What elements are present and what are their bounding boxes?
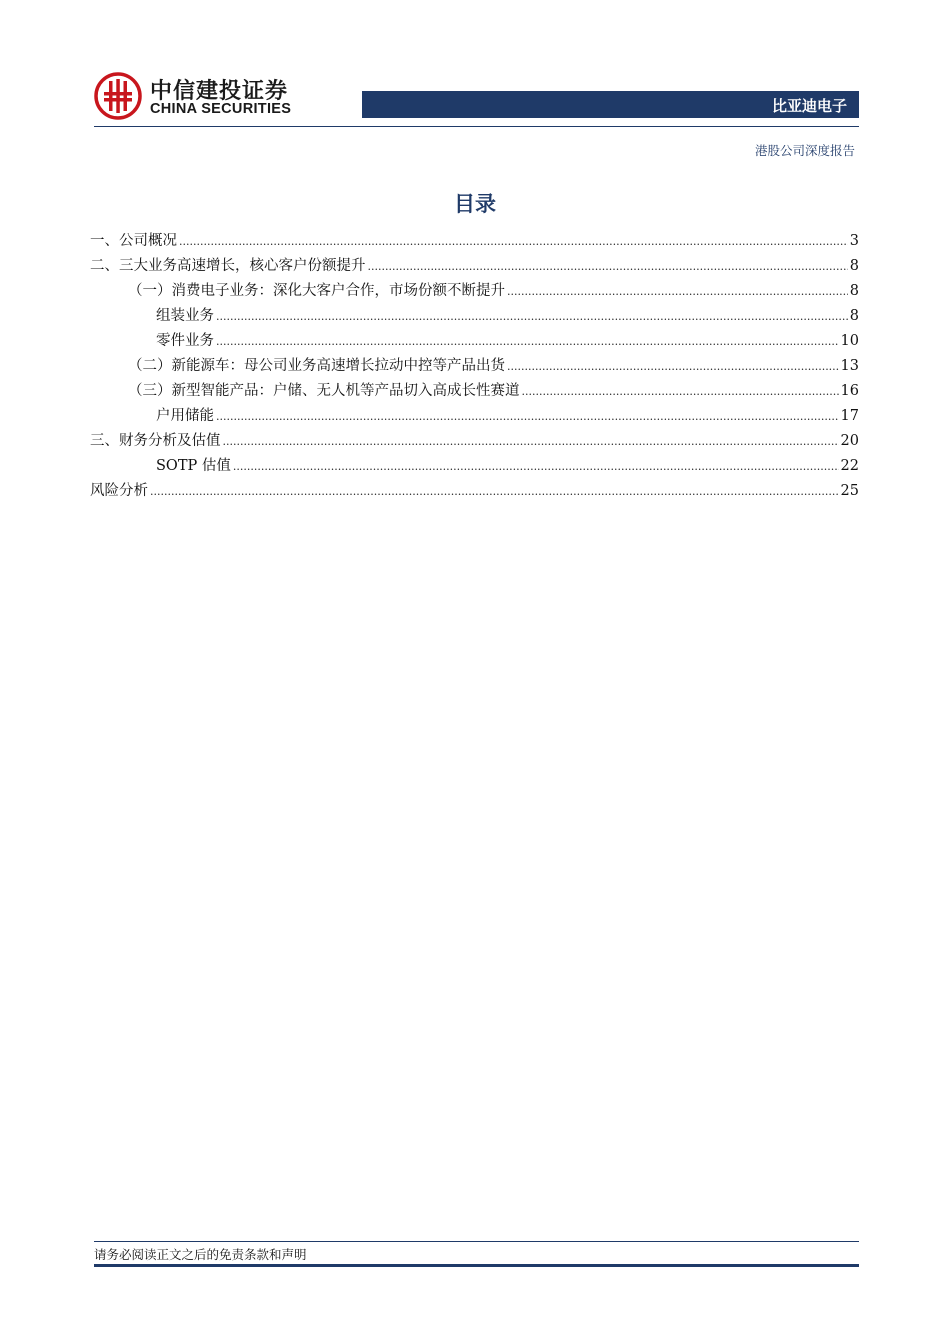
company-banner xyxy=(362,91,859,118)
toc-entry-text: 户用储能 xyxy=(156,408,214,424)
toc-entry-text: 风险分析 xyxy=(90,483,148,499)
china-securities-logo-icon xyxy=(94,72,142,120)
toc-dot-leader xyxy=(507,279,848,304)
toc-dot-leader xyxy=(223,429,839,454)
toc-entry-text: （三）新型智能产品：户储、无人机等产品切入高成长性赛道 xyxy=(128,383,520,399)
toc-page-number: 3 xyxy=(849,233,859,249)
toc-entry-text: 三、财务分析及估值 xyxy=(90,433,221,449)
toc-entry-text: 一、公司概况 xyxy=(90,233,177,249)
footer-divider-thin xyxy=(94,1241,859,1242)
toc-dot-leader xyxy=(233,454,839,479)
toc-page-number: 13 xyxy=(840,358,859,374)
company-logo xyxy=(94,72,314,124)
footer-disclaimer: 请务必阅读正文之后的免责条款和声明 xyxy=(94,1247,307,1262)
toc-page-number: 16 xyxy=(840,383,859,399)
toc-dot-leader xyxy=(150,479,839,504)
toc-title: 目录 xyxy=(454,192,496,216)
toc-entry-text: 二、三大业务高速增长，核心客户份额提升 xyxy=(90,258,366,274)
toc-dot-leader xyxy=(368,254,848,279)
toc-page-number: 25 xyxy=(840,483,859,499)
footer-divider-thick xyxy=(94,1264,859,1267)
toc-page-number: 10 xyxy=(840,333,859,349)
toc-dot-leader xyxy=(507,354,839,379)
toc-page-number: 20 xyxy=(840,433,859,449)
toc-entry-text: 组装业务 xyxy=(156,308,214,324)
toc-page-number: 8 xyxy=(849,283,859,299)
toc-entry-home-energy-storage[interactable] xyxy=(90,404,859,429)
logo-english-name: CHINA SECURITIES xyxy=(150,101,292,117)
toc-entry-text: SOTP 估值 xyxy=(156,458,231,474)
toc-entry-company-overview[interactable] xyxy=(90,229,859,254)
toc-entry-text: 零件业务 xyxy=(156,333,214,349)
company-name: 比亚迪电子 xyxy=(771,97,847,115)
toc-entry-text: （二）新能源车：母公司业务高速增长拉动中控等产品出货 xyxy=(128,358,505,374)
toc-entry-business-growth[interactable] xyxy=(90,254,859,279)
toc-page-number: 8 xyxy=(849,258,859,274)
toc-entry-financial-analysis[interactable] xyxy=(90,429,859,454)
toc-dot-leader xyxy=(179,229,848,254)
toc-dot-leader xyxy=(216,304,848,329)
toc-page-number: 22 xyxy=(840,458,859,474)
toc-entry-assembly-business[interactable] xyxy=(90,304,859,329)
toc-entry-consumer-electronics[interactable] xyxy=(90,279,859,304)
toc-entry-smart-products[interactable] xyxy=(90,379,859,404)
toc-dot-leader xyxy=(216,404,839,429)
toc-entry-new-energy-vehicles[interactable] xyxy=(90,354,859,379)
toc-dot-leader xyxy=(522,379,839,404)
report-type-label: 港股公司深度报告 xyxy=(754,143,855,158)
toc-entry-text: （一）消费电子业务：深化大客户合作，市场份额不断提升 xyxy=(128,283,505,299)
toc-page-number: 17 xyxy=(840,408,859,424)
toc-page-number: 8 xyxy=(849,308,859,324)
toc-dot-leader xyxy=(216,329,839,354)
header-divider xyxy=(94,126,859,127)
toc-entry-sotp-valuation[interactable] xyxy=(90,454,859,479)
toc-entry-risk-analysis[interactable] xyxy=(90,479,859,504)
logo-chinese-name: 中信建投证券 xyxy=(150,79,289,104)
table-of-contents xyxy=(90,229,859,504)
toc-entry-components-business[interactable] xyxy=(90,329,859,354)
